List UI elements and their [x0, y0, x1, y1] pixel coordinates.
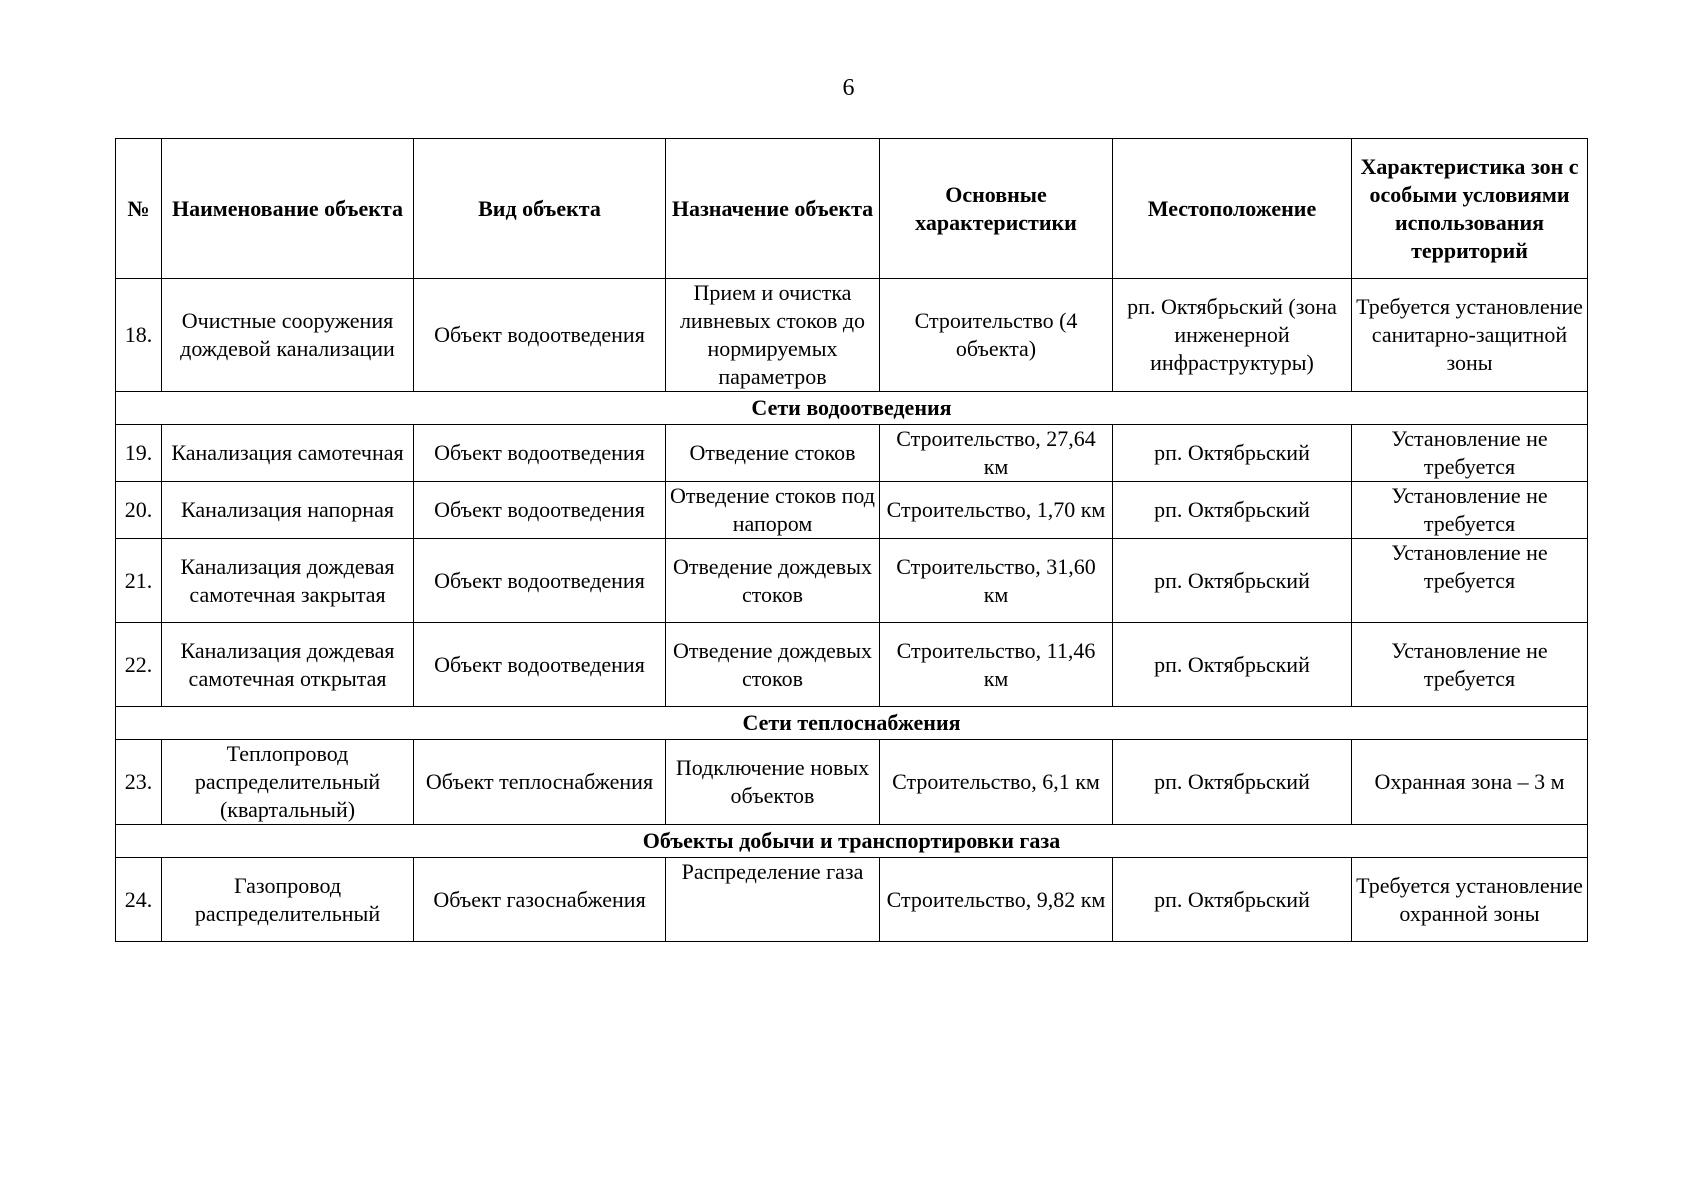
object-characteristics: Строительство, 31,60 км [880, 539, 1113, 623]
object-name: Газопровод распределительный [162, 858, 414, 942]
object-zones: Установление не требуется [1352, 482, 1588, 539]
object-type: Объект газоснабжения [414, 858, 666, 942]
header-location: Местоположение [1113, 139, 1352, 279]
object-zones: Установление не требуется [1352, 425, 1588, 482]
page-number: 6 [842, 75, 855, 101]
objects-table [115, 138, 1588, 942]
table-row [116, 482, 1588, 539]
object-type: Объект теплоснабжения [414, 740, 666, 825]
object-name: Канализация дождевая самотечная открытая [162, 623, 414, 707]
object-purpose: Прием и очистка ливневых стоков до нормируемых параметров [666, 279, 880, 392]
object-name: Теплопровод распределительный (квартальный) [162, 740, 414, 825]
object-type: Объект водоотведения [414, 425, 666, 482]
object-name: Канализация самотечная [162, 425, 414, 482]
row-number: 23. [116, 740, 162, 825]
table-row [116, 740, 1588, 825]
section-row [116, 707, 1588, 740]
table-row [116, 425, 1588, 482]
object-name: Очистные сооружения дождевой канализации [162, 279, 414, 392]
object-location: рп. Октябрьский (зона инженерной инфраструктуры) [1113, 279, 1352, 392]
object-purpose: Отведение стоков под напором [666, 482, 880, 539]
object-location: рп. Октябрьский [1113, 858, 1352, 942]
header-zones: Характеристика зон с особыми условиями использования территорий [1352, 139, 1588, 279]
object-characteristics: Строительство, 1,70 км [880, 482, 1113, 539]
object-characteristics: Строительство (4 объекта) [880, 279, 1113, 392]
object-name: Канализация напорная [162, 482, 414, 539]
object-location: рп. Октябрьский [1113, 539, 1352, 623]
object-type: Объект водоотведения [414, 539, 666, 623]
object-zones: Установление не требуется [1352, 623, 1588, 707]
object-type: Объект водоотведения [414, 279, 666, 392]
table-row [116, 858, 1588, 942]
object-characteristics: Строительство, 9,82 км [880, 858, 1113, 942]
section-title-heat-supply: Сети теплоснабжения [116, 707, 1588, 740]
table-row [116, 539, 1588, 623]
row-number: 24. [116, 858, 162, 942]
header-characteristics: Основные характеристики [880, 139, 1113, 279]
row-number: 21. [116, 539, 162, 623]
table-row [116, 279, 1588, 392]
object-name: Канализация дождевая самотечная закрытая [162, 539, 414, 623]
table-row [116, 623, 1588, 707]
section-row [116, 392, 1588, 425]
header-purpose: Назначение объекта [666, 139, 880, 279]
section-row [116, 825, 1588, 858]
object-zones: Установление не требуется [1352, 539, 1588, 623]
row-number: 22. [116, 623, 162, 707]
object-purpose: Подключение новых объектов [666, 740, 880, 825]
object-zones: Требуется установление охранной зоны [1352, 858, 1588, 942]
object-location: рп. Октябрьский [1113, 482, 1352, 539]
section-title-water-disposal: Сети водоотведения [116, 392, 1588, 425]
object-zones: Требуется установление санитарно-защитной зоны [1352, 279, 1588, 392]
object-characteristics: Строительство, 27,64 км [880, 425, 1113, 482]
object-purpose: Распределение газа [666, 858, 880, 942]
object-purpose: Отведение дождевых стоков [666, 623, 880, 707]
section-title-gas: Объекты добычи и транспортировки газа [116, 825, 1588, 858]
object-characteristics: Строительство, 6,1 км [880, 740, 1113, 825]
object-location: рп. Октябрьский [1113, 623, 1352, 707]
object-type: Объект водоотведения [414, 482, 666, 539]
table-header-row [116, 139, 1588, 279]
object-purpose: Отведение дождевых стоков [666, 539, 880, 623]
header-name: Наименование объекта [162, 139, 414, 279]
object-type: Объект водоотведения [414, 623, 666, 707]
row-number: 20. [116, 482, 162, 539]
object-location: рп. Октябрьский [1113, 425, 1352, 482]
object-zones: Охранная зона – 3 м [1352, 740, 1588, 825]
row-number: 19. [116, 425, 162, 482]
header-type: Вид объекта [414, 139, 666, 279]
header-num: № [116, 139, 162, 279]
object-characteristics: Строительство, 11,46 км [880, 623, 1113, 707]
row-number: 18. [116, 279, 162, 392]
object-purpose: Отведение стоков [666, 425, 880, 482]
object-location: рп. Октябрьский [1113, 740, 1352, 825]
